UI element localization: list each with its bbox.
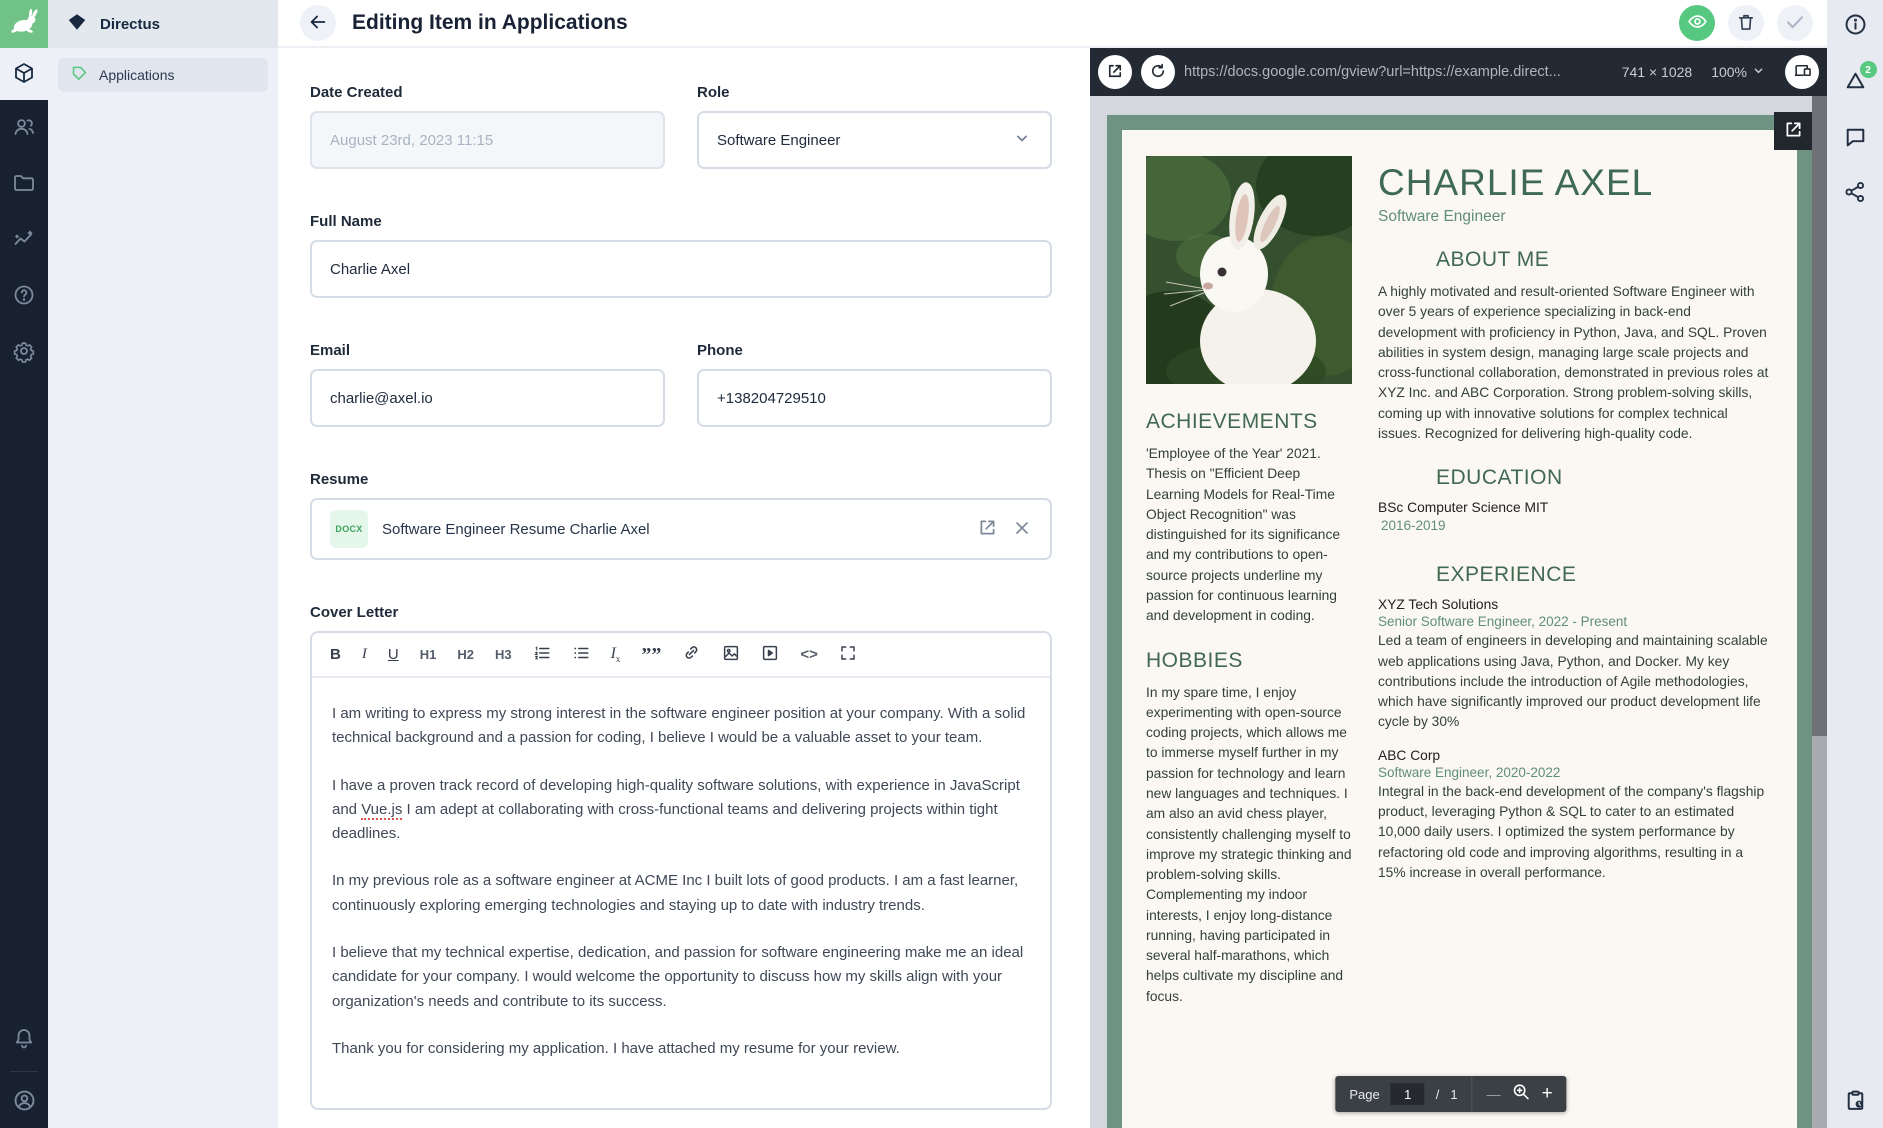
ordered-list-button[interactable] [533, 644, 551, 666]
info-sidebar-button[interactable] [1843, 12, 1868, 40]
clipboard-clock-icon [1843, 1088, 1868, 1116]
trash-icon [1736, 12, 1756, 35]
module-bar [0, 0, 48, 1128]
editor-toolbar [312, 633, 1050, 678]
h2-button[interactable]: H2 [457, 647, 474, 662]
project-name: Directus [100, 15, 161, 33]
education-years: 2016-2019 [1381, 518, 1446, 534]
module-insights[interactable] [0, 212, 48, 268]
arrow-left-icon [307, 11, 329, 36]
cover-letter-paragraph: Thank you for considering my application. I have attached my resume for your review. [332, 1039, 900, 1057]
blockquote-button[interactable] [641, 643, 662, 666]
refresh-preview-button[interactable] [1141, 55, 1175, 89]
share-sidebar-button[interactable] [1843, 180, 1867, 207]
cover-letter-paragraph: I am writing to express my strong interest in the software engineer position at your company. With a solid technical background and a passion for coding, I believe I would be a valuable asset to your team. [332, 705, 1026, 747]
project-diamond-icon [66, 11, 88, 38]
job-company: ABC Corp [1378, 747, 1441, 763]
nav-sidebar [48, 0, 278, 1128]
check-icon [1784, 11, 1806, 36]
save-button[interactable] [1777, 5, 1813, 41]
comment-icon [1843, 124, 1868, 152]
preview-scrollbar-thumb[interactable] [1812, 96, 1827, 736]
ordered-list-icon [533, 644, 551, 666]
cover-letter-paragraph: In my previous role as a software engineer at ACME Inc I built lots of good products. I am a fast learner, continuously exploring emerging technologies and staying up to date with industry trends. [332, 872, 1019, 914]
hobbies-text: In my spare time, I enjoy experimenting with open-source coding projects, which allows me to immerse myself further in my passion for technology and learn new languages and techniques. I am also an avid chess player, consistently challenging myself to improve my strategic thinking and problem-solving skills. Complementing my indoor interests, I enjoy long-distance running, having participated in several half-marathons, which helps cultivate my discipline and focus. [1146, 684, 1352, 1004]
refresh-icon [1149, 62, 1167, 83]
date-created-input [310, 111, 665, 169]
cover-letter-paragraph: I believe that my technical expertise, dedication, and passion for software engineering make me an ideal candidate for your company. I would welcome the opportunity to discuss how my skills align with your organization's needs and contribute to its success. [332, 944, 1024, 1010]
applicant-title: Software Engineer [1378, 208, 1506, 225]
resume-document [1107, 115, 1812, 1128]
remove-file-button[interactable] [1012, 518, 1032, 541]
job-description: Integral in the back-end development of the company's flagship product, leveraging Python & SQL to cater to an estimated 10,000 daily users. I optimized the system performance by refactoring old code and improving algorithms, resulting in a 15% increase in overall performance. [1378, 783, 1765, 880]
role-select[interactable] [697, 111, 1052, 169]
preview-toggle-button[interactable] [1679, 5, 1715, 41]
insights-icon [12, 227, 36, 254]
content-column [278, 0, 1827, 1128]
flows-sidebar-button[interactable] [1843, 1088, 1868, 1116]
page-number-input[interactable] [1391, 1083, 1425, 1105]
sidebar-item-applications[interactable] [58, 58, 268, 92]
resume-file-actions [977, 517, 1032, 541]
hobbies-heading: HOBBIES [1146, 648, 1243, 672]
eye-icon [1687, 11, 1708, 35]
project-header[interactable] [48, 0, 278, 48]
applicant-photo [1146, 156, 1352, 384]
code-button[interactable]: <> [800, 646, 818, 663]
preview-scrollbar[interactable] [1812, 96, 1827, 1128]
close-icon [1012, 518, 1032, 541]
page-separator: / [1435, 1086, 1440, 1102]
blockquote-icon: ”” [641, 643, 662, 666]
preview-zoom-value: 100% [1711, 64, 1747, 80]
right-sidebar [1827, 0, 1883, 1128]
zoom-out-button[interactable]: — [1486, 1086, 1501, 1102]
info-icon [1843, 12, 1868, 40]
italic-button[interactable]: I [361, 646, 367, 662]
revisions-sidebar-button[interactable] [1843, 63, 1871, 96]
module-docs[interactable] [0, 268, 48, 324]
applicant-name: CHARLIE AXEL [1378, 162, 1654, 203]
open-in-new-icon [1783, 119, 1804, 143]
fullscreen-icon [839, 644, 857, 666]
module-users[interactable] [0, 100, 48, 156]
page-title: Editing Item in Applications [352, 11, 628, 34]
about-text: A highly motivated and result-oriented Software Engineer with over 5 years of experience specializing in back-end development with proficiency in Python, Java, and SQL. Proven abilities in system design, managing large scale projects and cross-functional collaboration, demonstrated in previous roles at XYZ Inc. and ABC Corporation. Strong problem-solving skills, coming up with innovative solutions for complex technical issues. Recognized for delivering high-quality code. [1378, 284, 1769, 441]
resume-page [1122, 130, 1797, 1128]
module-content[interactable] [0, 48, 48, 100]
email-input[interactable] [310, 369, 665, 427]
job-title-line: Senior Software Engineer, 2022 - Present [1378, 614, 1628, 630]
back-button[interactable] [300, 5, 336, 41]
bell-icon [12, 1026, 36, 1053]
folder-icon [12, 171, 36, 198]
box-icon [12, 61, 36, 88]
user-menu-button[interactable] [0, 1076, 48, 1128]
experience-entry [1378, 748, 1773, 883]
field-resume [310, 471, 1052, 560]
module-settings[interactable] [0, 324, 48, 380]
tag-icon [70, 63, 89, 87]
devices-icon [1793, 61, 1812, 83]
education-degree: BSc Computer Science MIT [1378, 500, 1549, 516]
magnifier-plus-icon [1512, 1082, 1531, 1106]
insert-image-button[interactable] [722, 644, 740, 666]
item-form [278, 48, 1090, 1128]
device-toggle-button[interactable] [1785, 55, 1819, 89]
bullet-list-icon [572, 644, 590, 666]
h1-button[interactable]: H1 [419, 647, 437, 662]
document-popout-button[interactable] [1774, 112, 1812, 150]
field-role [697, 84, 1052, 169]
role-value: Software Engineer [717, 131, 841, 149]
field-full-name [310, 213, 1052, 298]
job-description: Led a team of engineers in developing and maintaining scalable web applications using Java, Python, and Docker. My key contributions include the introduction of Agile methodologies, which have significantly improved our product development life cycle by 30% [1378, 633, 1768, 730]
page-label: Page [1349, 1086, 1380, 1102]
open-preview-new-tab-button[interactable] [1098, 55, 1132, 89]
insert-video-button[interactable] [761, 644, 779, 666]
experience-heading: EXPERIENCE [1436, 563, 1577, 587]
zoom-in-button[interactable]: + [1541, 1083, 1553, 1104]
module-bar-divider [10, 1071, 38, 1072]
full-name-input[interactable] [310, 240, 1052, 298]
help-icon [12, 283, 36, 310]
page-header [278, 0, 1827, 48]
resume-left-column [1146, 156, 1352, 1007]
external-link-icon [1106, 62, 1124, 83]
full-name-label: Full Name [310, 213, 382, 230]
achievements-text: 'Employee of the Year' 2021. Thesis on "Efficient Deep Learning Models for Real-Time Object Recognition" was distinguished for its significance and my contributions to open-source projects underline my passion for continuous learning and development in coding. [1146, 446, 1341, 624]
field-email [310, 342, 665, 427]
comments-sidebar-button[interactable] [1843, 124, 1868, 152]
preview-viewport [1090, 96, 1827, 1128]
link-button[interactable] [682, 643, 701, 666]
module-bar-spacer [0, 380, 48, 1011]
avatar-icon [12, 1088, 37, 1116]
chevron-down-icon [1012, 128, 1032, 152]
cover-letter-label: Cover Letter [310, 604, 399, 621]
resume-label: Resume [310, 471, 369, 488]
date-created-label: Date Created [310, 84, 403, 101]
preview-url: https://docs.google.com/gview?url=https://example.direct... [1184, 64, 1561, 80]
cover-letter-content[interactable] [312, 678, 1050, 1108]
content-row [278, 48, 1827, 1128]
preview-zoom-select[interactable] [1711, 63, 1766, 81]
sidebar-item-label: Applications [99, 67, 175, 83]
pdf-page-toolbar [1335, 1076, 1566, 1112]
h3-button[interactable]: H3 [494, 647, 512, 662]
directus-logo[interactable] [0, 0, 48, 48]
field-date-created [310, 84, 665, 169]
users-icon [12, 115, 36, 142]
resume-file-name: Software Engineer Resume Charlie Axel [382, 520, 650, 538]
misspelled-word: Vue.js [361, 800, 403, 818]
field-phone [697, 342, 1052, 427]
rich-text-editor [310, 631, 1052, 1110]
resume-right-column [1378, 156, 1773, 1007]
job-company: XYZ Tech Solutions [1378, 597, 1499, 613]
page-total: 1 [1450, 1086, 1458, 1102]
chevron-down-icon [1751, 63, 1766, 81]
role-label: Role [697, 84, 730, 101]
page-toolbar-divider [1472, 1076, 1473, 1112]
notifications-button[interactable] [0, 1011, 48, 1067]
external-link-icon [977, 517, 998, 541]
fullscreen-button[interactable] [839, 644, 857, 666]
cover-letter-paragraph: I have a proven track record of developing high-quality software solutions, with experience in JavaScript and Vue.js I am adept at collaborating with cross-functional teams and delivering projects within tight deadlines. [332, 776, 1020, 843]
education-heading: EDUCATION [1436, 466, 1563, 490]
module-files[interactable] [0, 156, 48, 212]
rabbit-logo-icon [9, 7, 39, 42]
preview-panel [1090, 48, 1827, 1128]
header-actions [1666, 5, 1813, 41]
docx-file-badge: DOCX [330, 510, 368, 548]
clear-format-button[interactable] [611, 645, 621, 664]
underline-button[interactable]: U [387, 646, 399, 663]
field-cover-letter [310, 604, 1052, 1110]
share-icon [1843, 180, 1867, 207]
revisions-count-badge: 2 [1860, 61, 1877, 78]
achievements-heading: ACHIEVEMENTS [1146, 410, 1318, 433]
phone-input[interactable] [697, 369, 1052, 427]
preview-url-bar [1090, 48, 1827, 96]
about-heading: ABOUT ME [1436, 248, 1550, 271]
zoom-tool-button[interactable] [1512, 1082, 1531, 1106]
image-icon [722, 644, 740, 666]
bold-button[interactable]: B [330, 646, 341, 663]
delete-button[interactable] [1728, 5, 1764, 41]
phone-label: Phone [697, 342, 743, 359]
video-icon [761, 644, 779, 666]
clear-format-icon: $I_x$ [610, 644, 621, 665]
bullet-list-button[interactable] [572, 644, 590, 666]
preview-dimensions: 741 × 1028 [1621, 64, 1693, 80]
gear-icon [12, 339, 36, 366]
resume-file-input[interactable] [310, 498, 1052, 560]
open-file-button[interactable] [977, 517, 998, 541]
email-label: Email [310, 342, 351, 359]
link-icon [682, 643, 701, 666]
job-title-line: Software Engineer, 2020-2022 [1378, 764, 1561, 780]
experience-entry [1378, 597, 1773, 732]
